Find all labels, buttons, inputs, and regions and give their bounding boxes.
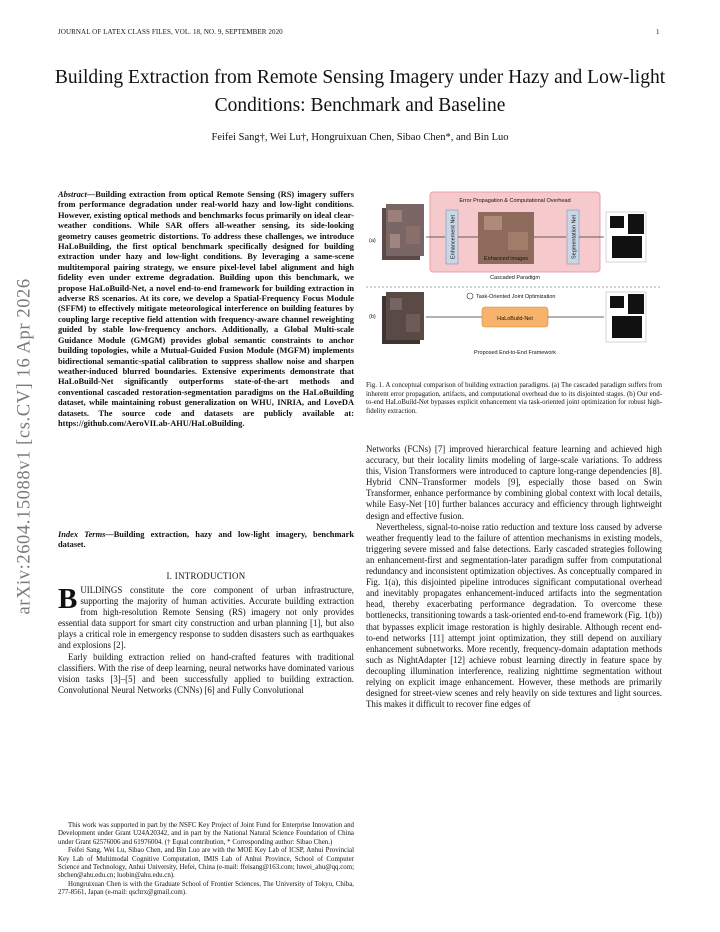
figure-label-b: (b)	[369, 314, 376, 320]
abstract	[58, 190, 354, 429]
index-terms-text: Building extraction, hazy and low-light imagery, benchmark dataset.	[58, 530, 354, 550]
halobuild-net-label: HaLoBuild-Net	[497, 316, 533, 322]
intro-paragraph-1: BUILDINGS constitute the core component of urban infrastructure, supporting the majority of human activities. Accurate building extraction from high-resolution Remote Sensing (RS) imagery not only provides essential data support for smart city construction and urban planning [1], but also plays a critical role in emergency response to sudden disasters such as earthquakes and explosions [2].	[58, 583, 354, 651]
abstract-text: Building extraction from optical Remote Sensing (RS) imagery suffers from performance degradation under real-world hazy and low-light conditions. However, existing optical methods and benchmarks focus primarily on ideal clear-weather conditions. While SAR offers all-weather sensing, its side-looking geometry causes geometric distortions. To address these challenges, we introduce HaLoBuilding, the first optical benchmark specifically designed for building extraction under hazy and low-light conditions. By leveraging a same-scene multitemporal pairing strategy, we ensure pixel-level label alignment and high fidelity even under extreme degradation. Building upon this benchmark, we propose HaLoBuild-Net, a novel end-to-end framework for building extraction in adverse RS scenarios. At its core, we develop a Spatial-Frequency Focus Module (SFFM) to effectively mitigate meteorological interference on building features by coupling large receptive field attention with frequency-aware channel reweighting guided by stable low-frequency anchors. Additionally, a Global Multi-scale Guidance Module (GMGM) provides global semantic constraints to anchor building topologies, while a Mutual-Guided Fusion Module (MGFM) implements bidirectional semantic-spatial calibration to suppress shallow noise and sharpen weather-induced blurred boundaries. Extensive experiments demonstrate that HaLoBuild-Net significantly outperforms state-of-the-art methods and conventional cascaded restoration-segmentation paradigms on the HaLoBuilding dataset, while maintaining robust generalization on WHU, INRIA, and LoveDA datasets. The source code and datasets are publicly available at: https://github.com/AeroVILab-AHU/HaLoBuilding.	[58, 190, 354, 428]
footnote-funding: This work was supported in part by the NSFC Key Project of Joint Fund for Enterprise Innovation and Development under Grant U24A20342, and in part by the National Natural Science Foundation of China under Grant 62576006 and 61976004. († Equal contribution, * Corresponding author: Sibao Chen.)	[58, 822, 354, 846]
segmentation-net-label: Segmentation Net	[571, 214, 578, 260]
gear-icon	[467, 293, 473, 299]
arxiv-watermark: arXiv:2604.15088v1 [cs.CV] 16 Apr 2026	[14, 278, 35, 615]
abstract-label: Abstract—	[58, 190, 96, 199]
intro-paragraph-3: Networks (FCNs) [7] improved hierarchical feature learning and achieved high accuracy, but their locality limits modeling of large-scale variations. To address this, Vision Transformers were introduced to capture long-range dependencies [8]. Hybrid CNN–Transformer models [9], especially those based on Swin Transformer, enhance performance by combining global context with local details, while Easy-Net [10] further balances accuracy and efficiency through lightweight design and effective fusion.	[366, 444, 662, 521]
intro-right-column	[366, 444, 662, 710]
intro-paragraph-4: Nevertheless, signal-to-noise ratio reduction and texture loss caused by adverse weather frequently lead to the failure of attention mechanisms in existing models, triggering severe missed and false detections. Early cascaded strategies following an enhancement-first and segmentation-later paradigm suffer from computational redundancy and inconsistent optimization objectives. As conceptually compared in Fig. 1(a), this disjointed pipeline introduces significant computational overhead and inevitably propagates enhancement-induced artifacts into the segmentation head, thereby exacerbating performance degradation. To overcome these bottlenecks, transitioning towards a task-oriented end-to-end framework (Fig. 1(b)) that bypasses explicit image restoration is highly desirable. Although recent end-to-end networks [11] attempt joint optimization, they still depend on auxiliary enhancement subnetworks. More recently, frequency-domain adaptation methods such as NightAdapter [12] achieve robust learning directly in feature space by decoupling illumination interference, realizing nighttime segmentation without relying on explicit image enhancement. However, these methods are primarily designed for street-view scenes and rely heavily on side textures and light sources. This makes it difficult to recover fine edges of	[366, 521, 662, 710]
figure-label-a: (a)	[369, 238, 376, 244]
author-list: Feifei Sang†, Wei Lu†, Hongruixuan Chen, Sibao Chen*, and Bin Luo	[211, 132, 509, 143]
index-terms-label: Index Terms—	[58, 530, 114, 539]
index-terms	[58, 530, 354, 551]
section-heading: I. INTRODUCTION	[166, 571, 246, 581]
intro-left-column	[58, 585, 354, 696]
footnotes	[58, 822, 354, 898]
enhancement-net-label: Enhancement Net	[450, 214, 457, 260]
joint-optimization-label: Task-Oriented Joint Optimization	[476, 294, 556, 300]
page-number: 1	[656, 28, 660, 36]
e2e-framework-label: Proposed End-to-End Framework	[474, 350, 556, 356]
figure-diagram	[366, 186, 662, 358]
footnote-affiliation-2: Hongruixuan Chen is with the Graduate School of Frontier Sciences, The University of Tokyo, Chiba, 277-8561, Japan (e-mail: qschrx@gmail.com).	[58, 880, 354, 897]
paper-title: Building Extraction from Remote Sensing Imagery under Hazy and Low-light Conditions: Benchmark and Baseline	[54, 67, 666, 116]
cascaded-paradigm-label: Cascaded Paradigm	[490, 275, 540, 281]
figure-caption: Fig. 1. A conceptual comparison of building extraction paradigms. (a) The cascaded paradigm suffers from inherent error propagation, artifacts, and computational overhead due to its disjointed stages. (b) Our end-to-end HaLoBuild-Net bypasses explicit enhancement via task-oriented joint optimization for robust high-fidelity extraction.	[366, 382, 662, 415]
figure-1	[366, 186, 662, 356]
overhead-title: Error Propagation & Computational Overhead	[459, 198, 571, 204]
running-header: JOURNAL OF LATEX CLASS FILES, VOL. 18, NO. 9, SEPTEMBER 2020	[58, 28, 283, 36]
intro-paragraph-2: Early building extraction relied on hand-crafted features with traditional classifiers. With the rise of deep learning, neural networks have dominated various vision tasks [3]–[5] and been successfully applied to building extraction. Convolutional Neural Networks (CNNs) [6] and Fully Convolutional	[58, 651, 354, 695]
footnote-affiliation-1: Feifei Sang, Wei Lu, Sibao Chen, and Bin Luo are with the MOE Key Lab of ICSP, Anhui Provincial Key Lab of Multimodal Cognitive Computation, IMIS Lab of Anhui Province, School of Computer Science and Technology, Anhui University, Hefei, China (e-mail: ffeisang@163.com; luwei_ahu@qq.com; sbchen@ahu.edu.cn; luobin@ahu.edu.cn).	[58, 847, 354, 880]
drop-cap: B	[58, 583, 78, 615]
enhanced-images-label: Enhanced images	[483, 256, 529, 262]
